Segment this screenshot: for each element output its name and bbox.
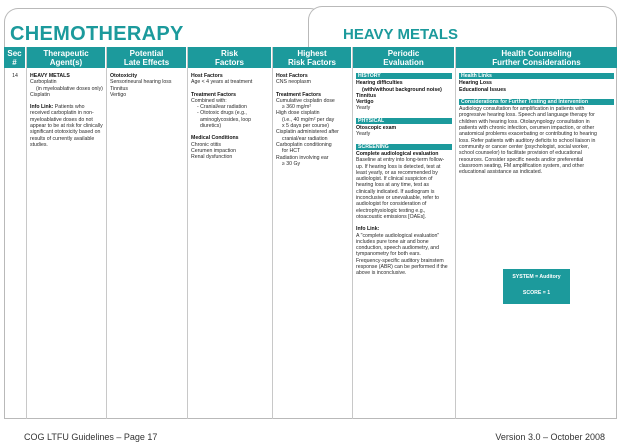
health-cell — [459, 73, 614, 175]
header-health-counseling — [456, 47, 617, 68]
screening-line: least yearly, or as recommended by — [356, 169, 438, 176]
highest-line: ≥ 360 mg/m² — [282, 104, 312, 111]
header-periodic-evaluation — [353, 47, 455, 68]
info-text: studies. — [30, 141, 48, 148]
physical-band: PHYSICAL — [356, 118, 452, 124]
screening-line: electrophysiologic testing e.g., — [356, 207, 426, 214]
screening-line: otoacoustic emissions [OAEs]. — [356, 213, 427, 220]
header-highest-label: Highest Risk Factors — [287, 49, 337, 67]
column-agents — [27, 47, 107, 419]
periodic-info-link[interactable]: Info Link: — [356, 226, 380, 233]
highest-line: cranial/ear radiation — [282, 135, 328, 142]
agents-title: HEAVY METALS — [30, 73, 70, 79]
risk-line: Age < 4 years at treatment — [191, 79, 253, 86]
highest-treatment-title: Treatment Factors — [276, 91, 321, 98]
info-text: Patients who — [53, 104, 85, 111]
health-link-educational-issues[interactable]: Educational Issues — [459, 86, 506, 93]
column-sec — [4, 47, 27, 419]
column-periodic-evaluation — [353, 47, 456, 419]
periodic-info-line: response (ABR) can be performed if the — [356, 264, 448, 271]
screening-band: SCREENING — [356, 144, 452, 150]
column-health-counseling — [456, 47, 617, 419]
history-line: (with/without background noise) — [362, 86, 442, 93]
highest-line: for HCT — [282, 148, 301, 155]
risk-line: Chronic otitis — [191, 141, 221, 148]
considerations-band: Considerations for Further Testing and Intervention — [459, 99, 614, 105]
risk-line: aminoglycosides, loop — [200, 116, 252, 123]
health-link-hearing-loss[interactable]: Hearing Loss — [459, 80, 492, 87]
history-band: HISTORY — [356, 73, 452, 79]
header-sec — [4, 47, 26, 68]
effect-line: Vertigo — [110, 91, 127, 98]
footer-version-label: Version 3.0 – October 2008 — [495, 432, 605, 442]
header-sec-label: Sec # — [7, 49, 22, 67]
considerations-line: classroom seating, FM amplification system, and other — [459, 162, 585, 169]
info-link-label[interactable]: Info Link: — [30, 104, 54, 111]
footer-page-label: COG LTFU Guidelines – Page 17 — [24, 432, 158, 442]
screening-line: inconclusive or unevaluable, refer to — [356, 195, 440, 202]
score-label: SCORE = 1 — [522, 289, 551, 296]
history-line: Tinnitus — [356, 92, 377, 99]
periodic-info-line: A "complete audiological evaluation" — [356, 232, 440, 239]
history-line: Hearing difficulties — [356, 80, 403, 87]
header-effects-label: Potential Late Effects — [123, 49, 170, 67]
agent-line: Carboplatin — [30, 79, 57, 86]
history-frequency: Yearly — [356, 105, 371, 112]
section-subtitle: HEAVY METALS — [343, 26, 459, 43]
highest-line: (i.e., 40 mg/m² per day — [282, 116, 335, 123]
physical-title: Otoscopic exam — [356, 125, 397, 132]
header-health-label: Health Counseling Further Considerations — [492, 49, 581, 67]
history-line: Vertigo — [356, 99, 374, 106]
column-late-effects — [107, 47, 188, 419]
screening-title: Complete audiological evaluation — [356, 150, 439, 157]
info-text: significant ototoxicity based on — [30, 129, 101, 136]
physical-frequency: Yearly — [356, 131, 371, 138]
highest-host-title: Host Factors — [276, 73, 308, 79]
periodic-info-line: Frequency-specific auditory brainstem — [356, 257, 444, 264]
periodic-info-line: conduction, speech audiometry, and — [356, 245, 439, 252]
highest-line: High dose cisplatin — [276, 110, 320, 117]
highest-line: Cisplatin administered after — [276, 129, 339, 136]
info-text: myeloablative doses do not — [30, 116, 93, 123]
header-late-effects — [107, 47, 187, 68]
periodic-cell — [356, 73, 452, 277]
screening-line: up. If hearing loss is detected, test at — [356, 163, 441, 170]
risk-line: diuretics) — [200, 123, 222, 130]
agent-line: Cisplatin — [30, 91, 50, 98]
highest-line: ≥ 30 Gy — [282, 160, 301, 167]
agents-cell — [30, 73, 103, 148]
risk-medical-title: Medical Conditions — [191, 135, 239, 142]
header-agents-label: Therapeutic Agent(s) — [43, 49, 89, 67]
considerations-line: resources. Consider specific needs and/or preferential — [459, 156, 584, 163]
screening-line: hearing loss at any time, test as — [356, 182, 429, 189]
risk-line: Renal dysfunction — [191, 154, 233, 161]
screening-line: audiologist for consideration of — [356, 201, 427, 208]
effect-line: Sensorineural hearing loss — [110, 79, 172, 86]
considerations-line: children with hearing loss. Otolaryngology consultation in — [459, 118, 590, 125]
risk-line: - Ototoxic drugs (e.g., — [197, 110, 247, 117]
risk-host-title: Host Factors — [191, 73, 223, 79]
sec-number: 14 — [12, 73, 18, 79]
header-agents — [27, 47, 106, 68]
considerations-line: educational assistance as indicated. — [459, 169, 543, 176]
info-text: received carboplatin in non- — [30, 110, 94, 117]
header-periodic-label: Periodic Evaluation — [383, 49, 424, 67]
considerations-line: patients with chronic infection, cerumen impaction, or other — [459, 125, 595, 132]
header-risk-factors — [188, 47, 272, 68]
screening-line: Baseline at entry into long-term follow- — [356, 157, 445, 164]
risk-cell — [191, 73, 269, 161]
highest-line: CNS neoplasm — [276, 79, 311, 86]
info-text: results of currently available — [30, 135, 95, 142]
highest-line: Cumulative cisplatin dose — [276, 97, 335, 104]
page-title: CHEMOTHERAPY — [10, 23, 184, 45]
considerations-line: loss. Refer patients with auditory deficits to school liaison in — [459, 137, 596, 144]
considerations-line: Audiology consultation for amplification in patients with — [459, 106, 585, 113]
periodic-info-line: includes pure tone air and bone — [356, 238, 429, 245]
risk-line: Combined with: — [191, 97, 227, 104]
header-highest-risk — [273, 47, 352, 68]
considerations-line: school counselor) to facilitate provision of educational — [459, 150, 582, 157]
system-label: SYSTEM = Auditory — [512, 274, 561, 280]
agent-line: (in myeloablative doses only) — [36, 85, 103, 92]
risk-treatment-title: Treatment Factors — [191, 91, 236, 98]
highest-line: x 5 days per course) — [282, 123, 329, 130]
highest-cell — [276, 73, 349, 167]
effects-cell — [110, 73, 184, 98]
risk-line: - Cranial/ear radiation — [197, 104, 247, 111]
effect-line: Tinnitus — [110, 85, 128, 92]
considerations-line: anatomical problems exacerbating or contributing to hearing — [459, 131, 597, 138]
periodic-info-line: tympanometry for both ears. — [356, 251, 421, 258]
system-score-box — [503, 269, 570, 304]
screening-line: audiologist. If clinical suspicion of — [356, 176, 433, 183]
considerations-line: progressive hearing loss. Speech and language therapy for — [459, 112, 595, 119]
header-risk-label: Risk Factors — [215, 49, 244, 67]
effects-title: Ototoxicity — [110, 73, 138, 79]
highest-line: Radiation involving ear — [276, 154, 329, 161]
considerations-line: community or cancer center (psychologist, social worker, — [459, 143, 590, 150]
info-text: appear to be at risk for clinically — [30, 123, 103, 130]
screening-line: clinically indicated. If audiogram is — [356, 188, 435, 195]
highest-line: Carboplatin conditioning — [276, 141, 332, 148]
risk-line: Cerumen impaction — [191, 147, 236, 154]
column-risk-factors — [188, 47, 273, 419]
periodic-info-line: above is inconclusive. — [356, 270, 407, 277]
health-links-band: Health Links — [459, 73, 614, 79]
column-highest-risk — [273, 47, 353, 419]
